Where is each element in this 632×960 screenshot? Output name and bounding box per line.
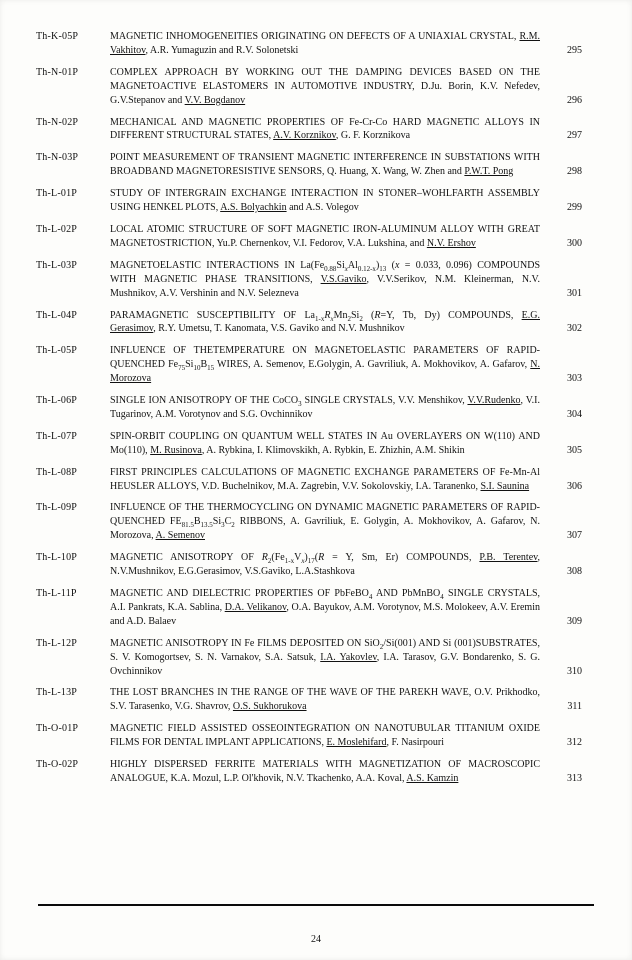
text-segment: MAGNETIC ANISOTROPY IN Fe FILMS DEPOSITED ON SiO [110,637,380,649]
text-segment: x [330,314,334,323]
text-segment: 10 [193,364,201,373]
entry-page-number: 303 [567,373,582,385]
entry-page-number: 296 [567,94,582,106]
text-segment: 3 [221,521,225,530]
text-segment: 1-x [315,314,325,323]
entry-title-authors [110,637,550,679]
toc-entry [36,758,582,786]
text-segment: Si [212,516,222,528]
session-code: Th-L-07P [36,430,78,442]
presenting-author: A.S. Kamzin [406,772,459,784]
text-segment: 2 [231,521,235,530]
session-code: Th-O-01P [36,723,79,735]
text-segment: 75 [178,364,186,373]
text-segment: 0.88 [324,264,337,273]
session-code: Th-N-01P [36,66,79,78]
text-segment: 2 [347,314,351,323]
entry-page-number: 310 [567,665,582,677]
entry-title-authors [110,223,550,251]
session-code: Th-L-04P [36,309,78,321]
entry-page-number: 304 [567,408,582,420]
text-segment: MECHANICAL AND MAGNETIC PROPERTIES OF Fe-Cr-Co HARD MAGNETIC ALLOYS IN DIFFERENT STRUCTURAL STATES, [110,116,540,142]
text-segment: MAGNETOELASTIC INTERACTIONS IN La(Fe [110,259,325,271]
toc-entry [36,116,582,144]
entry-page-number: 307 [567,530,582,542]
toc-entry [36,501,582,543]
presenting-author: V.V.Rudenko [467,395,521,407]
entry-page-number: 300 [567,237,582,249]
text-segment: SINGLE CRYSTALS, V.V. Menshikov, [301,395,468,407]
text-segment: R [324,309,331,321]
session-code: Th-L-05P [36,345,78,357]
session-code: Th-N-02P [36,116,79,128]
presenting-author: A. Semenov [155,530,205,542]
session-code: Th-L-06P [36,395,78,407]
toc-entry [36,344,582,386]
entry-title-authors [110,501,550,543]
presenting-author: N. Morozova [110,359,540,385]
presenting-author: P.W.T. Pong [464,166,514,178]
entry-title-authors [110,430,550,458]
session-code: Th-L-12P [36,637,78,649]
text-segment: , I.A. Tarasov, G.V. Bondarenko, S. G. Ovchinnikov [110,651,540,677]
presenting-author: V.V. Bogdanov [184,94,246,106]
text-segment: , G. F. Korznikova [335,130,411,142]
toc-entry [36,30,582,58]
toc-entry [36,722,582,750]
text-segment: , O.A. Bayukov, A.M. Vorotynov, M.S. Molokeev, A.V. Eremin and A.D. Balaev [110,601,540,627]
entry-page-number: 301 [567,287,582,299]
toc-entry [36,430,582,458]
text-segment: AND PbMnBO [372,588,441,599]
text-segment: x [301,557,305,566]
toc-entry [36,551,582,579]
entry-page-number: 298 [567,166,582,178]
text-segment: 81.5 [181,521,194,530]
text-segment: Al [347,259,358,271]
text-segment: FIRST PRINCIPLES CALCULATIONS OF MAGNETIC EXCHANGE PARAMETERS OF Fe-Mn-Al HEUSLER ALLOYS, V.D. Buchelnikov, M.A. Zagrebin, V.V. Sokolovskiy, I.A. Taranenko, [110,466,540,492]
text-segment: 17 [307,557,315,566]
entry-title-authors [110,66,550,108]
entry-title-authors [110,551,550,579]
text-segment: , N.V.Mushnikov, E.G.Gerasimov, V.S.Gaviko, L.A.Stashkova [110,552,540,578]
entry-page-number: 311 [567,701,582,713]
text-segment: 2 [379,642,384,651]
session-code: Th-L-10P [36,552,78,564]
text-segment: 0.12-x [357,264,376,273]
entry-page-number: 309 [567,615,582,627]
entry-title-authors [110,116,550,144]
entry-title-authors [110,309,550,337]
entry-page-number: 312 [567,737,582,749]
presenting-author: S.I. Saunina [480,480,530,492]
presenting-author: R.M. Vakhitov [110,31,540,56]
session-code: Th-N-03P [36,152,79,164]
presenting-author: A.S. Bolyachkin [220,202,287,214]
text-segment: STUDY OF INTERGRAIN EXCHANGE INTERACTION IN STONER–WOHLFARTH ASSEMBLY USING HENKEL PLOTS, [110,188,540,214]
entry-title-authors [110,187,550,215]
toc-entry [36,587,582,629]
text-segment: C [224,516,232,528]
text-segment: = Y, Sm, Er) COMPOUNDS, [324,552,480,564]
program-entries-list [36,30,582,786]
text-segment: ) [375,259,380,271]
text-segment: 2 [359,314,363,323]
text-segment: , F. Nasirpouri [386,737,444,749]
presenting-author: O.S. Sukhorukova [232,701,307,713]
text-segment: B [200,359,208,371]
session-code: Th-L-03P [36,259,78,271]
text-segment: =Y, Tb, Dy) COMPOUNDS, [380,309,522,321]
text-segment: MAGNETIC ANISOTROPY OF [110,552,262,564]
entry-title-authors [110,30,550,58]
text-segment: MAGNETIC INHOMOGENEITIES ORIGINATING ON DEFECTS OF A UNIAXIAL CRYSTAL, [110,31,520,42]
entry-title-authors [110,394,550,422]
presenting-author: E. Moslehifard [326,737,387,749]
text-segment: MAGNETIC AND DIELECTRIC PROPERTIES OF PbFeBO [110,588,369,599]
entry-title-authors [110,259,550,301]
toc-entry [36,309,582,337]
toc-entry [36,686,582,714]
toc-entry [36,187,582,215]
presenting-author: V.S.Gaviko [320,273,367,285]
text-segment: , A. Rybkina, I. Klimovskikh, A. Rybkin, E. Zhizhin, A.M. Shikin [201,444,465,456]
toc-entry [36,223,582,251]
entry-page-number: 297 [567,130,582,142]
entry-page-number: 313 [567,772,582,784]
text-segment: , V.I. Tugarinov, A.M. Vorotynov and S.G. Ovchinnikov [110,395,540,420]
text-segment: 4 [368,593,373,601]
text-segment: ) [304,552,308,564]
session-code: Th-L-11P [36,588,77,599]
text-segment: ( [386,259,395,271]
session-code: Th-L-09P [36,502,78,514]
text-segment: SINGLE CRYSTALS, A.I. Pankrats, K.A. Sablina, [110,588,541,613]
presenting-author: D.A. Velikanov [224,601,287,613]
text-segment: WIRES, A. Semenov, E.Golygin, A. Gavriliuk, A. Mokhovikov, A. Gafarov, [214,359,531,371]
text-segment: 13.5 [200,521,213,530]
text-segment: LOCAL ATOMIC STRUCTURE OF SOFT MAGNETIC IRON-ALUMINUM ALLOY WITH GREAT MAGNETOSTRICTION, Yu.P. Chernenkov, V.I. Fedorov, V.A. Lukshina, and [110,223,540,249]
text-segment: THE LOST BRANCHES IN THE RANGE OF THE WAVE OF THE PAREKH WAVE, O.V. Prikhodko, S.V. Tarasenko, V.G. Shavrov, [110,687,540,713]
entry-title-authors [110,686,550,714]
session-code: Th-L-13P [36,687,78,699]
session-code: Th-K-05P [36,31,79,42]
text-segment: 2 [267,557,272,566]
session-code: Th-L-08P [36,466,78,478]
text-segment: , R.Y. Umetsu, T. Kanomata, V.S. Gaviko and N.V. Mushnikov [153,323,405,335]
text-segment: MAGNETIC FIELD ASSISTED OSSEOINTEGRATION ON NANOTUBULAR TITANIUM OXIDE FILMS FOR DENTAL IMPLANT APPLICATIONS, [110,723,540,749]
text-segment: Mn [333,309,348,321]
text-segment: Si [350,309,360,321]
text-segment: SPIN-ORBIT COUPLING ON QUANTUM WELL STATES IN Au OVERLAYERS ON W(110) AND Mo(110), [110,430,540,456]
entry-title-authors [110,758,550,786]
entry-title-authors [110,587,550,629]
text-segment: /Si(001) AND Si (001)SUBSTRATES, S. V. Komogortsev, S. N. Varnakov, S.A. Satsuk, [110,637,540,663]
text-segment: 13 [379,264,387,273]
text-segment: ( [362,309,375,321]
entry-page-number: 308 [567,566,582,578]
session-code: Th-O-02P [36,759,79,771]
toc-entry [36,259,582,301]
text-segment: POINT MEASUREMENT OF TRANSIENT MAGNETIC INTERFERENCE IN SUBSTATIONS WITH BROADBAND MAGNETORESISTIVE SENSORS, Q. Huang, X. Wang, W. Zhen and [110,152,540,178]
text-segment: 3 [298,400,302,409]
text-segment: ( [314,552,319,564]
presenting-author: P.B. Terentev [479,552,538,564]
text-segment: (Fe [271,552,285,564]
text-segment: 1-x [284,557,295,566]
text-segment: , V.V.Serikov, N.M. Kleinerman, N.V. Mushnikov, A.V. Vershinin and N.V. Selezneva [110,273,540,299]
entry-page-number: 302 [567,323,582,335]
text-segment: INFLUENCE OF THETEMPERATURE ON MAGNETOELASTIC PARAMETERS OF RAPID-QUENCHED Fe [110,345,540,371]
toc-entry [36,151,582,179]
toc-entry [36,466,582,494]
text-segment: SINGLE ION ANISOTROPY OF THE CoCO [110,395,299,407]
text-segment: Si [185,359,194,371]
text-segment: INFLUENCE OF THE THERMOCYCLING ON DYNAMIC MAGNETIC PARAMETERS OF RAPID-QUENCHED FE [110,502,540,528]
text-segment: B [193,516,201,528]
text-segment: = 0.033, 0.096) COMPOUNDS WITH MAGNETIC PHASE TRANSITIONS, [110,259,541,285]
entry-page-number: 299 [567,202,582,214]
text-segment: PARAMAGNETIC SUSCEPTIBILITY OF La [110,309,315,321]
session-code: Th-L-01P [36,188,78,200]
text-segment: x [394,259,400,271]
footer-rule [38,904,594,906]
text-segment: Si [336,259,345,271]
text-segment: R [374,309,381,321]
text-segment: HIGHLY DISPERSED FERRITE MATERIALS WITH MAGNETIZATION OF MACROSCOPIC ANALOGUE, K.A. Mozul, L.P. Ol'khovik, N.V. Tkachenko, A.A. Koval, [110,759,540,784]
entry-title-authors [110,466,550,494]
entry-page-number: 295 [567,44,582,56]
entry-title-authors [110,151,550,179]
entry-title-authors [110,344,550,386]
presenting-author: E.G. Gerasimov [110,309,540,335]
session-code: Th-L-02P [36,223,78,235]
text-segment: V [294,552,302,564]
text-segment: 4 [440,593,444,601]
presenting-author: N.V. Ershov [426,237,476,249]
toc-entry [36,637,582,679]
entry-page-number: 305 [567,444,582,456]
entry-page-number: 306 [567,480,582,492]
text-segment: RIBBONS, A. Gavriliuk, E. Golygin, A. Mokhovikov, A. Gafarov, N. Morozova, [110,516,541,542]
text-segment: R [261,552,268,564]
text-segment: COMPLEX APPROACH BY WORKING OUT THE DAMPING DEVICES BASED ON THE MAGNETOACTIVE ELASTOMERS IN AUTOMOTIVE INDUSTRY, D.Ju. Borin, K.V. Nefedev, G.V.Stepanov and [110,66,540,106]
text-segment: and A.S. Volegov [286,202,359,214]
text-segment: 15 [207,364,215,373]
presenting-author: M. Rusinova [150,444,202,456]
page-number: 24 [311,934,321,945]
presenting-author: I.A. Yakovlev [320,651,377,663]
toc-entry [36,394,582,422]
toc-entry [36,66,582,108]
entry-title-authors [110,722,550,750]
presenting-author: A.V. Korznikov [273,130,336,142]
text-segment: , A.R. Yumaguzin and R.V. Solonetski [145,44,299,56]
text-segment: R [318,552,325,564]
text-segment: x [344,264,348,273]
